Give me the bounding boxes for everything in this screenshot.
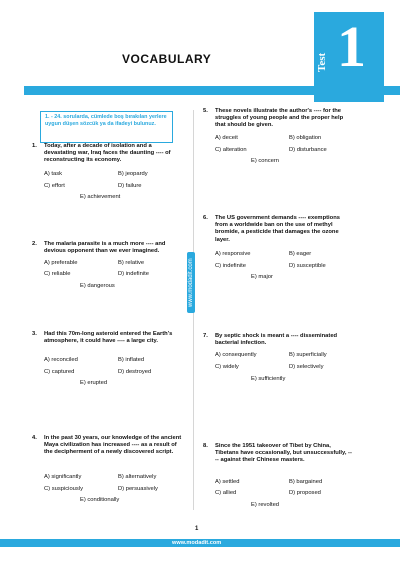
question-2 [32, 241, 182, 255]
question-text: Had this 70m-long asteroid entered the Earth's atmosphere, it could have ---- a large city. [44, 331, 173, 345]
question-number: 5. [203, 108, 208, 114]
question-text: In the past 30 years, our knowledge of the ancient Maya civilization has increased ---- as a result of the decipherment of a newly discovered script. [44, 435, 182, 456]
option-a[interactable]: A) task [44, 171, 63, 177]
option-c[interactable]: C) alteration [215, 147, 247, 153]
question-6 [203, 215, 353, 244]
option-d[interactable]: D) failure [118, 183, 142, 189]
question-number: 1. [32, 143, 37, 149]
option-a[interactable]: A) deceit [215, 135, 238, 141]
option-d[interactable]: D) disturbance [289, 147, 327, 153]
option-b[interactable]: B) bargained [289, 479, 323, 485]
page-title: VOCABULARY [122, 52, 212, 66]
option-b[interactable]: B) superficially [289, 352, 327, 358]
option-e[interactable]: E) revolted [251, 502, 280, 508]
question-text: By septic shock is meant a ---- disseminated bacterial infection. [215, 333, 338, 347]
question-text: The malaria parasite is a much more ---- and devious opponent than we ever imagined. [44, 241, 166, 255]
option-e[interactable]: E) sufficiently [251, 376, 286, 382]
instruction-box: 1. - 24. sorularda, cümlede boş bırakılan yerlere uygun düşen sözcük ya da ifadeyi bulunuz. [40, 111, 173, 143]
option-a[interactable]: A) consequently [215, 352, 257, 358]
question-text: The US government demands ---- exemptions from a worldwide ban on the use of methyl bromide, a pesticide that damages the ozone layer. [215, 215, 340, 243]
question-5 [203, 108, 353, 130]
option-e[interactable]: E) achievement [80, 194, 121, 200]
option-b[interactable]: B) eager [289, 251, 312, 257]
option-d[interactable]: D) persuasively [118, 486, 158, 492]
option-e[interactable]: E) dangerous [80, 283, 115, 289]
option-e[interactable]: E) conditionally [80, 497, 120, 503]
question-number: 4. [32, 435, 37, 441]
question-3 [32, 331, 182, 345]
question-text: These novels illustrate the author's ---- for the struggles of young people and the proper help that should be given. [215, 108, 344, 129]
option-c[interactable]: C) captured [44, 369, 75, 375]
option-a[interactable]: A) significantly [44, 474, 82, 480]
footer-site-link[interactable]: www.modadit.com [172, 540, 222, 546]
option-a[interactable]: A) reconciled [44, 357, 78, 363]
option-c[interactable]: C) effort [44, 183, 65, 189]
vertical-site-label: www.modadit.com [187, 252, 195, 313]
option-b[interactable]: B) inflated [118, 357, 145, 363]
page-number: 1 [195, 526, 199, 532]
question-text: Since the 1951 takeover of Tibet by China, Tibetans have occasionally, but unsuccessfully, ---- against their Chinese masters. [215, 443, 352, 464]
question-number: 3. [32, 331, 37, 337]
question-8 [203, 443, 353, 465]
question-number: 2. [32, 241, 37, 247]
option-c[interactable]: C) widely [215, 364, 239, 370]
option-a[interactable]: A) responsive [215, 251, 251, 257]
option-c[interactable]: C) allied [215, 490, 237, 496]
question-number: 6. [203, 215, 208, 221]
option-d[interactable]: D) indefinite [118, 271, 149, 277]
question-1 [32, 143, 182, 165]
test-badge-word: Test [316, 52, 328, 72]
option-a[interactable]: A) preferable [44, 260, 78, 266]
option-b[interactable]: B) alternatively [118, 474, 157, 480]
option-c[interactable]: C) suspiciously [44, 486, 83, 492]
option-b[interactable]: B) jeopardy [118, 171, 148, 177]
option-d[interactable]: D) susceptible [289, 263, 326, 269]
question-4 [32, 435, 182, 457]
question-number: 7. [203, 333, 208, 339]
option-a[interactable]: A) settled [215, 479, 240, 485]
option-e[interactable]: E) concern [251, 158, 280, 164]
question-number: 8. [203, 443, 208, 449]
option-d[interactable]: D) proposed [289, 490, 321, 496]
option-b[interactable]: B) obligation [289, 135, 322, 141]
test-badge-number: 1 [337, 14, 366, 79]
option-c[interactable]: C) indefinite [215, 263, 246, 269]
option-e[interactable]: E) major [251, 274, 273, 280]
question-text: Today, after a decade of isolation and a devastating war, Iraq faces the daunting ---- of reconstructing its economy. [44, 143, 171, 164]
question-7 [203, 333, 353, 347]
option-c[interactable]: C) reliable [44, 271, 71, 277]
option-b[interactable]: B) relative [118, 260, 145, 266]
option-d[interactable]: D) selectively [289, 364, 324, 370]
option-d[interactable]: D) destroyed [118, 369, 152, 375]
option-e[interactable]: E) erupted [80, 380, 108, 386]
